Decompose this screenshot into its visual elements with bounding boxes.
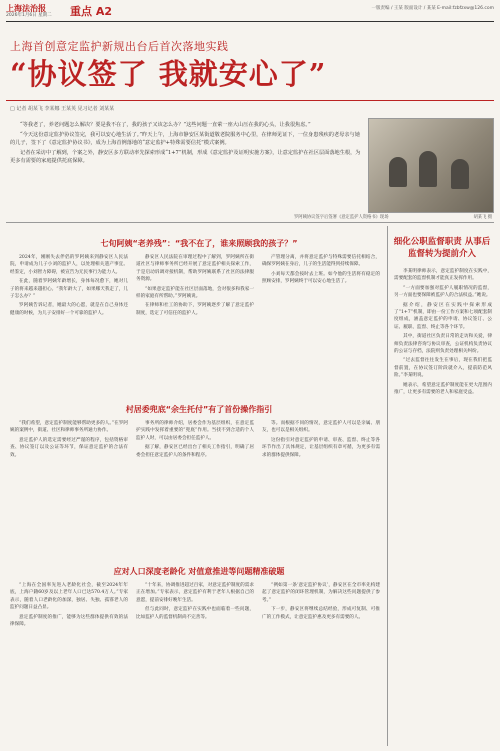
sidebar-title: 细化公职监督职责 从事后监督转为提前介入 [393,237,491,259]
body-paragraph: 静安区人民法院在审理过程中了解到，罗阿姨所在街道社区与律师事务所已经开展了意定监护相关探索工作，于是启动诉调对接机制，帮助罗阿姨联系了社区的法律服务资源。 [136,255,254,283]
body-paragraph: “我们希望，意定监护制度能够帮助更多的人。”在罗阿姨的案例中，街道、社区和律师事务所通力协作。 [10,421,128,434]
body-paragraph: 她表示，希望意定监护制度能在更大范围内推广，让更多有需要的老人和家庭受益。 [394,382,492,396]
section3-col3 [262,582,380,623]
body-paragraph: 据介绍，静安区在实践中探索形成了“1+7”机制，即由一份工作方案和七项配套制度组成，涵盖意定监护的申请、协议签订、公证、履职、监督、终止等各个环节。 [394,302,492,330]
body-paragraph: “一方面要加强对监护人履职情况的监督，另一方面也要保障被监护人的合法权益。”她说。 [394,285,492,299]
body-paragraph: 在此，随着罗阿姨年龄增长，身体每况愈下，她对儿子的将来越来越担心。“我年龄大了，如果哪天我走了，儿子怎么办？” [10,279,128,300]
section3-col1 [10,582,128,630]
body-paragraph: 等。而根据不同的情况，意定监护人可以是亲属、朋友，也可以是相关组织。 [262,421,380,434]
section1-title: 七旬阿姨“老养残”：“我不在了，谁来照顾我的孩子？” [100,239,298,248]
body-paragraph: 据了解，静安区已经出台了相关工作指引，明确了居委会担任意定监护人的条件和程序。 [136,445,254,458]
section-label: 重点 A2 [70,5,112,18]
body-paragraph: 但与此同时，意定监护在实践中也面临着一些问题，比如监护人的监督机制尚不完善等。 [136,607,254,620]
newspaper-logo: 上海法治报 [6,4,46,13]
section-divider [6,222,494,223]
photo-credit: 胡某飞 摄 [473,215,492,220]
lead-paragraph: 记者在采访中了解到，个案之外，静安区多方联动率先探索形成“1+7”机制，形成《意定监护及证明实施方案》，让意定监护在社区层面落地生根，为更多有需要的家庭提供托底保障。 [10,150,361,164]
section1-col3 [262,254,380,288]
photo-figure [389,157,407,187]
photo-figure [451,159,469,189]
masthead-rule [6,21,494,22]
body-paragraph: 小刘每天都会按时去上班。如今他的生活将有稳定的照顾安排，罗阿姨终于可以安心地生活了。 [262,271,380,285]
masthead [0,0,500,20]
lead-paragraph: “等我老了，养老问题怎么解决？要是我不在了，我的孩子又该怎么办？”这些问题一直萦一座大山压在我的心头，让我很焦虑。” [20,122,311,128]
body-paragraph: 意定监护制度的推广，能够为这些群体提供有效的法律保障。 [10,614,128,628]
body-paragraph: 产管理分离，并将意定监护与特殊需要信托相结合，确保罗阿姨在身后，儿子的生活能得到持续保障。 [262,255,380,268]
section3-title: 应对人口深度老龄化 对值意推进等问题精准破题 [113,567,285,576]
editor-info: 一版责编 / 王某 版面设计 / 某某 E-mail:fzbfzxw@126.com [371,6,494,11]
body-paragraph: “上海在全国率先进入老龄化社会，截至2024年年底，上海户籍60岁及以上老年人口已达570.4万人。”专家表示，随着人口老龄化的加深，独居、失独、孤寡老人的监护问题日益凸显。 [10,583,128,611]
body-paragraph: “十年来，协调推进超过百家，对意定监护制度的需求正在增加。”专家表示，意定监护有利于老年人根据自己的意愿，提前安排好晚年生活。 [136,583,254,603]
body-paragraph: 罗阿姨告诉记者，她最大的心愿，就是在自己身体还健康的时候，为儿子安排好一个可靠的监护人。 [10,303,128,316]
photo-figure [419,151,437,187]
section2-col1 [10,420,128,461]
body-paragraph: 这份指引对意定监护的申请、审查、监督、终止等各环节作出了具体规定，让基层组织有章可循，为更多有需求的群体提供保障。 [262,437,380,458]
section3-col2 [136,582,254,623]
section1-col1 [10,254,128,319]
article-lead [10,121,365,167]
body-paragraph: “过去监督往往发生在事后，现在我们把监督前置，在协议签订阶段就介入，提前防范风险。”李某明说。 [394,358,492,379]
article-byline: □ 记者 胡某飞 李某娜 王某英 见习记者 刘某某 [10,106,115,112]
article-kicker: 上海首创意定监护新规出台后首次落地实践 [10,40,229,53]
body-paragraph: 意定监护人的选定需要经过严谨的程序，包括资格审查、协议签订以及公证等环节，保证意定监护的合法有效。 [10,437,128,458]
sidebar-divider [387,226,388,746]
issue-date: 2026年1月6日 星期二 [6,13,52,18]
section2-col3 [262,420,380,461]
caption-text: 罗阿姨协议签字后签署《意定监护人资格书》现场 [294,215,389,220]
body-paragraph: 2024年，刚刚失去伴侣的罗阿姨来到静安区人民法院，申请成为儿子小刘的监护人，以处理相关遗产事宜。经鉴定，小刘智力障碍，被宣告为无民事行为能力人。 [10,255,128,275]
body-paragraph: 事务所的律师介绍，居委会作为基层组织，在意定监护实践中发挥着重要的“兜底”作用。当找不到合适的个人监护人时，可以由居委会担任监护人。 [136,421,254,441]
section2-col2 [136,420,254,461]
article-headline: “协议签了 我就安心了” [10,57,327,91]
headline-rule [6,100,494,101]
section1-col2 [136,254,254,319]
article-photo [368,118,494,213]
body-paragraph: 在律师和社工的协助下，罗阿姨逐步了解了意定监护制度，选定了可信任的监护人。 [136,303,254,316]
body-paragraph: “如果意定监护能在社区层面落地，会对很多和我家一样的家庭有所帮助。”罗阿姨说。 [136,286,254,300]
lead-paragraph: “今天这份意定监护协议签完，我可以安心地生活了。”昨天上午，上海市静安区某街道敬老院服务中心里，在律师见证下，一位身患残疾的老母亲与她的儿子，签下了《意定监护协议书》，成为上海首例落地的“意定监护+特殊需要信托”模式案例。 [10,132,360,146]
section2-title: 村居委兜底“余生托付”有了首份操作指引 [125,405,273,414]
body-paragraph: 下一步，静安区将继续总结经验，形成可复制、可推广的工作模式，让意定监护惠及更多有需要的人。 [262,607,380,620]
body-paragraph: “例如第一条‘意定监护协议’，静安区在全市率先构建起了意定监护的闭环管理机制，为解决这些问题提供了参考。” [262,583,380,603]
body-paragraph: 李某明律师表示，意定监护制度在实践中，需要配套的监督机制才能真正发挥作用。 [394,269,492,282]
photo-caption [294,214,492,220]
body-paragraph: 其中，街道社区负责日常的走访和关爱，律师负责法律咨询与协议审查，公证机构负责协议的公证与存档，法院则负责处理相关纠纷。 [394,334,492,355]
sidebar-body [394,268,492,399]
